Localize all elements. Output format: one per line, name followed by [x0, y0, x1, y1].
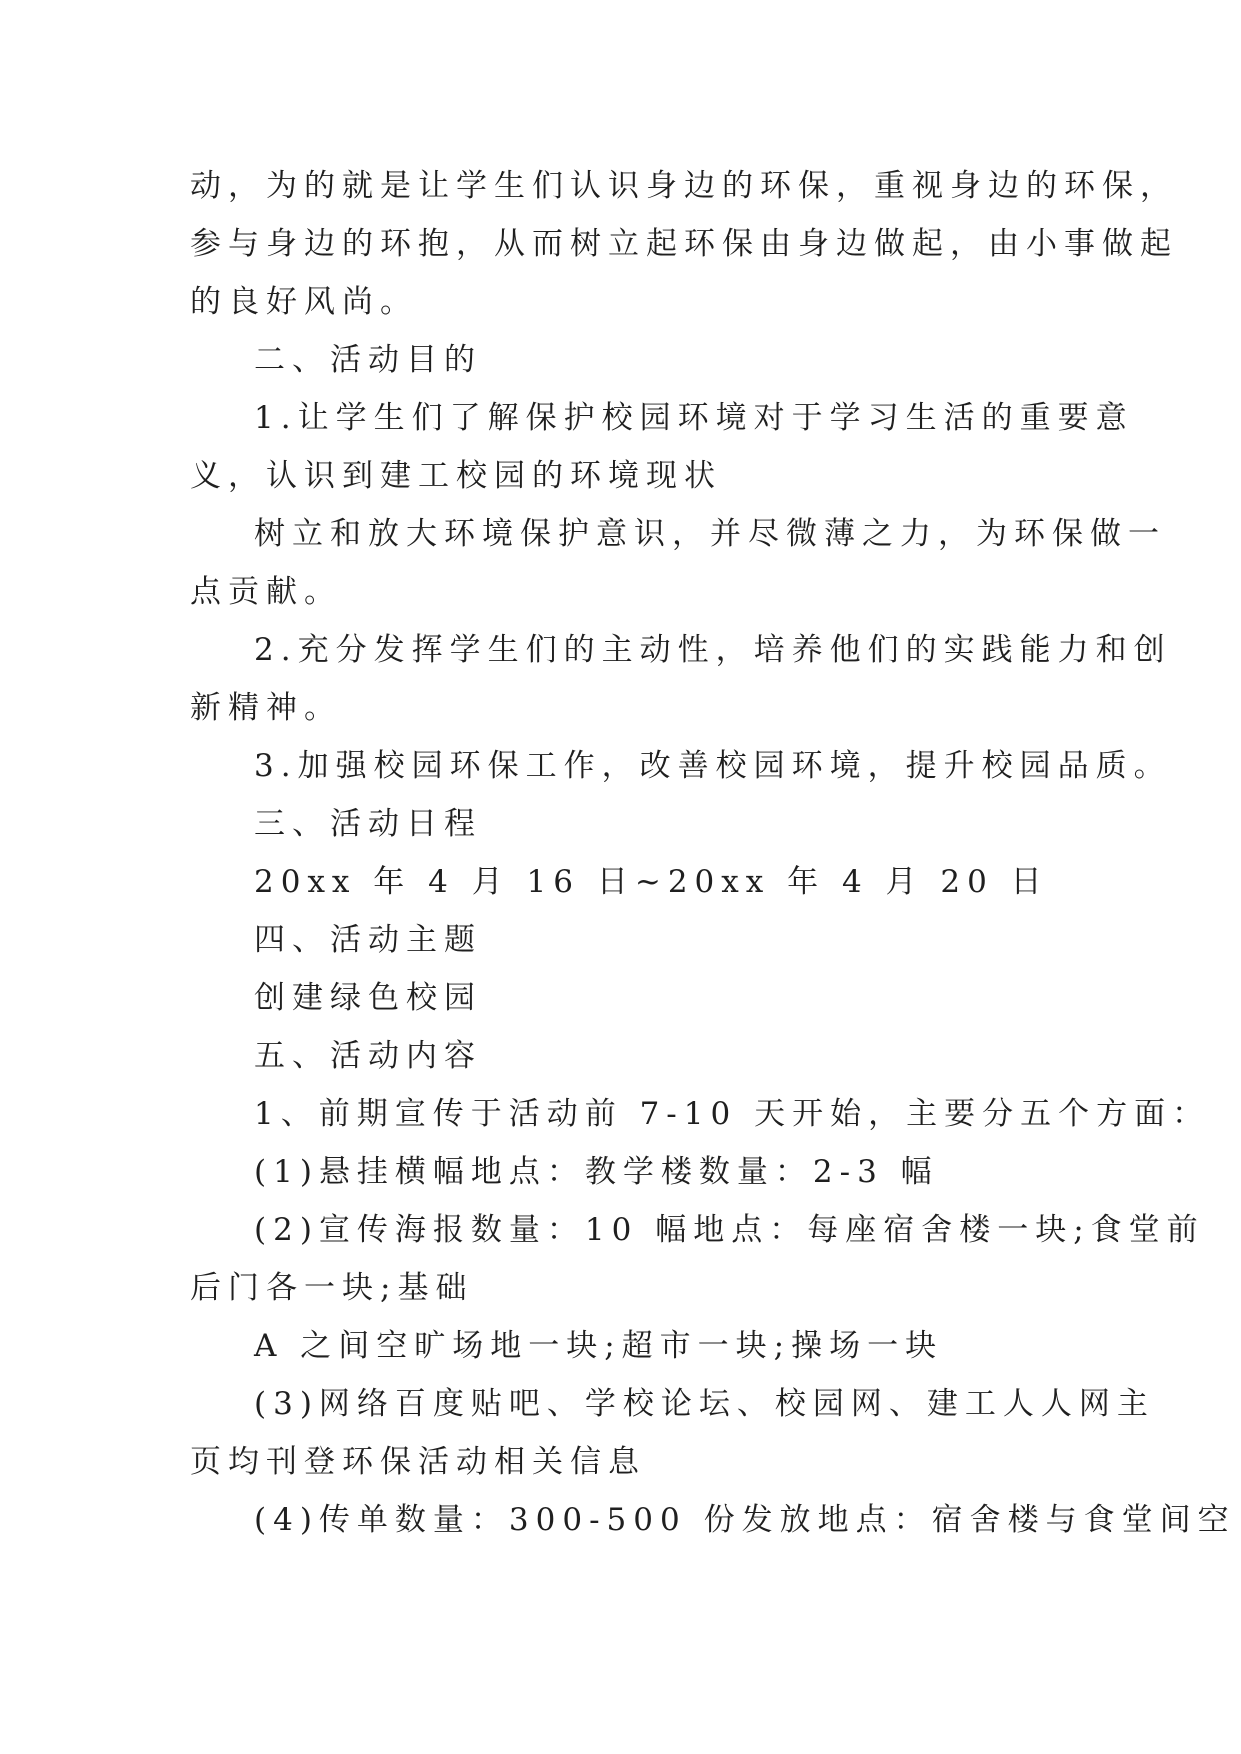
- section-heading: 四、活动主题: [254, 922, 482, 958]
- paragraph-line: 新精神。: [190, 690, 342, 726]
- section-heading: 三、活动日程: [254, 806, 482, 842]
- paragraph-line: 2.充分发挥学生们的主动性，培养他们的实践能力和创: [254, 632, 1172, 668]
- paragraph-line: 点贡献。: [190, 574, 342, 610]
- paragraph-line: 20xx 年 4 月 16 日~20xx 年 4 月 20 日: [254, 864, 1049, 900]
- paragraph-line: 义，认识到建工校园的环境现状: [190, 458, 722, 494]
- paragraph-line: 创建绿色校园: [254, 980, 482, 1016]
- paragraph-line: 3.加强校园环保工作，改善校园环境，提升校园品质。: [254, 748, 1172, 784]
- paragraph-line: (3)网络百度贴吧、学校论坛、校园网、建工人人网主: [254, 1386, 1155, 1422]
- paragraph-line: 参与身边的环抱，从而树立起环保由身边做起，由小事做起: [190, 226, 1178, 262]
- paragraph-line: 的良好风尚。: [190, 284, 418, 320]
- paragraph-line: A 之间空旷场地一块;超市一块;操场一块: [254, 1328, 944, 1364]
- paragraph-line: (4)传单数量：300-500 份发放地点：宿舍楼与食堂间空: [254, 1502, 1236, 1538]
- paragraph-line: (1)悬挂横幅地点：教学楼数量：2-3 幅: [254, 1154, 939, 1190]
- paragraph-line: 页均刊登环保活动相关信息: [190, 1444, 646, 1480]
- paragraph-line: 动，为的就是让学生们认识身边的环保，重视身边的环保，: [190, 168, 1178, 204]
- section-heading: 二、活动目的: [254, 342, 482, 378]
- paragraph-line: 1.让学生们了解保护校园环境对于学习生活的重要意: [254, 400, 1134, 436]
- paragraph-line: 树立和放大环境保护意识，并尽微薄之力，为环保做一: [254, 516, 1166, 552]
- section-heading: 五、活动内容: [254, 1038, 482, 1074]
- paragraph-line: (2)宣传海报数量：10 幅地点：每座宿舍楼一块;食堂前: [254, 1212, 1205, 1248]
- paragraph-line: 1、前期宣传于活动前 7-10 天开始，主要分五个方面：: [254, 1096, 1211, 1132]
- paragraph-line: 后门各一块;基础: [190, 1270, 474, 1306]
